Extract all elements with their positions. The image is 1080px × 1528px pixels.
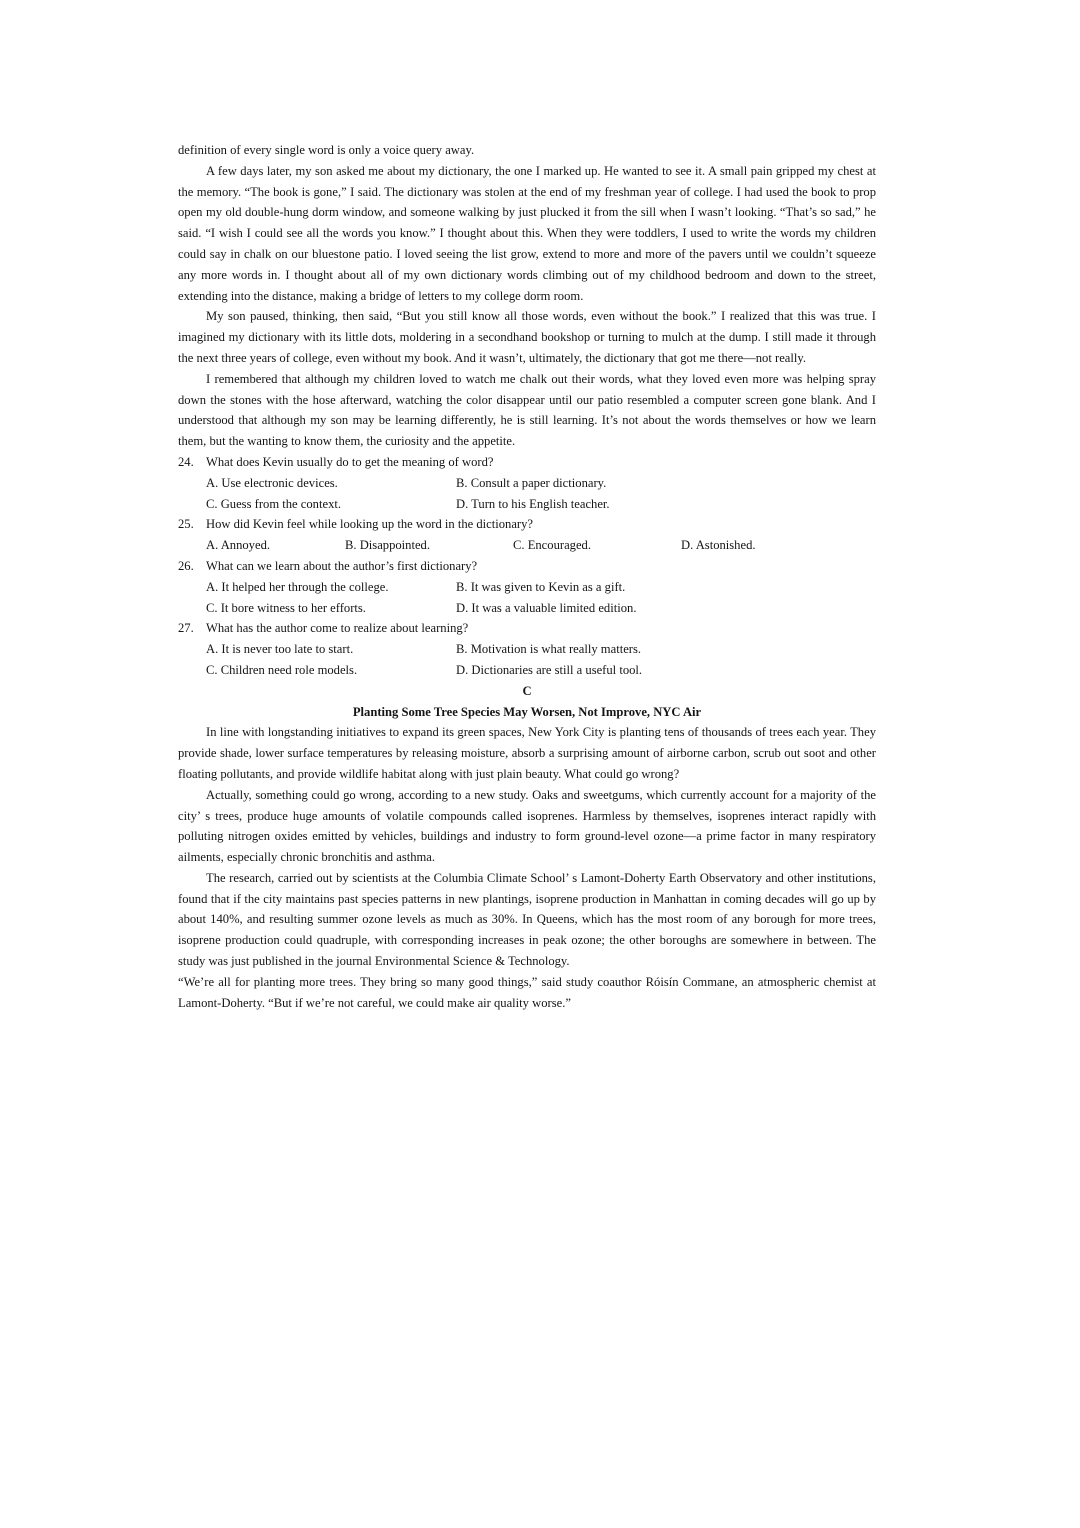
question-25 xyxy=(178,514,876,535)
option-d: D. It was a valuable limited edition. xyxy=(456,600,637,615)
paragraph: I remembered that although my children loved to watch me chalk out their words, what they loved even more was helping spray down the stones with the hose afterward, watching the color disappear until our patio resembled a computer screen gone blank. And I understood that although my son may be learning differently, he is still learning. It’s not about the words themselves or how we learn them, but the wanting to know them, the curiosity and the appetite. xyxy=(178,371,876,449)
question-text: How did Kevin feel while looking up the word in the dictionary? xyxy=(206,517,534,532)
question-number: 27. xyxy=(178,621,194,636)
paragraph: In line with longstanding initiatives to expand its green spaces, New York City is planting tens of thousands of trees each year. They provide shade, lower surface temperatures by releasing moisture, absorb a surprising amount of airborne carbon, scrub out soot and other floating pollutants, and provide wildlife habitat along with just plain beauty. What could go wrong? xyxy=(178,725,876,781)
paragraph: My son paused, thinking, then said, “But you still know all those words, even without the book.” I realized that this was true. I imagined my dictionary with its little dots, moldering in a secondhand bookshop or turning to mulch at the dump. I still made it through the next three years of college, even without my book. And it wasn’t, ultimately, the dictionary that got me there—not really. xyxy=(178,309,876,365)
article-title: Planting Some Tree Species May Worsen, Not Improve, NYC Air xyxy=(352,704,702,719)
question-number: 26. xyxy=(178,558,194,573)
question-text: What has the author come to realize about learning? xyxy=(206,621,469,636)
option-c: C. Guess from the context. xyxy=(206,496,342,511)
question-number: 24. xyxy=(178,454,194,469)
option-a: A. It is never too late to start. xyxy=(206,642,354,657)
option-c: C. Encouraged. xyxy=(513,538,591,553)
option-d: D. Turn to his English teacher. xyxy=(456,496,610,511)
paragraph: Actually, something could go wrong, according to a new study. Oaks and sweetgums, which currently account for a majority of the city’ s trees, produce huge amounts of volatile compounds called isoprenes. Harmless by themselves, isoprenes interact rapidly with polluting nitrogen oxides emitted by vehicles, buildings and industry to form ground-level ozone—a prime factor in many respiratory ailments, especially chronic bronchitis and asthma. xyxy=(178,787,876,865)
options-row xyxy=(178,660,876,681)
options-row xyxy=(178,535,876,556)
option-a: A. Use electronic devices. xyxy=(206,475,338,490)
paragraph: definition of every single word is only a voice query away. xyxy=(178,143,475,157)
options-row xyxy=(178,473,876,494)
option-d: D. Astonished. xyxy=(681,538,756,553)
option-a: A. Annoyed. xyxy=(206,538,271,553)
section-letter: C xyxy=(522,683,532,698)
option-c: C. It bore witness to her efforts. xyxy=(206,600,366,615)
paragraph: “We’re all for planting more trees. They bring so many good things,” said study coauthor Róisín Commane, an atmospheric chemist at Lamont-Doherty. “But if we’re not careful, we could make air quality worse.” xyxy=(178,974,876,1010)
option-c: C. Children need role models. xyxy=(206,662,358,677)
question-24 xyxy=(178,452,876,473)
questions xyxy=(178,452,876,681)
option-a: A. It helped her through the college. xyxy=(206,579,389,594)
exam-page xyxy=(178,140,876,1013)
passage-b xyxy=(178,140,876,452)
question-text: What does Kevin usually do to get the meaning of word? xyxy=(206,454,494,469)
question-text: What can we learn about the author’s first dictionary? xyxy=(206,558,478,573)
question-number: 25. xyxy=(178,517,194,532)
options-row xyxy=(178,494,876,515)
paragraph: A few days later, my son asked me about my dictionary, the one I marked up. He wanted to see it. A small pain gripped my chest at the memory. “The book is gone,” I said. The dictionary was stolen at the end of my freshman year of college. I had used the book to prop open my old double-hung dorm window, and someone walking by just plucked it from the sill when I wasn’t looking. “That’s so sad,” he said. “I wish I could see all the words you know.” I thought about this. When they were toddlers, I used to write the words my children could say in chalk on our bluestone patio. I loved seeing the list grow, extend to more and more of the pavers until we couldn’t squeeze any more words in. I thought about all of my own dictionary words climbing out of my childhood bedroom and down to the street, extending into the distance, making a bridge of letters to my college dorm room. xyxy=(178,163,876,303)
paragraph: The research, carried out by scientists at the Columbia Climate School’ s Lamont-Doherty Earth Observatory and other institutions, found that if the city maintains past species patterns in new plantings, isoprene production in Manhattan in coming decades will go up by about 140%, and resulting summer ozone levels as much as 30%. In Queens, which has the most room of any borough for more trees, isoprene production could quadruple, with corresponding increases in peak ozone; the other boroughs are somewhere in between. The study was just published in the journal Environmental Science & Technology. xyxy=(178,870,876,969)
option-b: B. Consult a paper dictionary. xyxy=(456,475,607,490)
options-row xyxy=(178,639,876,660)
options-row xyxy=(178,577,876,598)
passage-c xyxy=(178,681,876,1014)
question-26 xyxy=(178,556,876,577)
options-row xyxy=(178,598,876,619)
option-b: B. Motivation is what really matters. xyxy=(456,642,642,657)
option-b: B. It was given to Kevin as a gift. xyxy=(456,579,626,594)
option-d: D. Dictionaries are still a useful tool. xyxy=(456,662,643,677)
option-b: B. Disappointed. xyxy=(345,538,431,553)
question-27 xyxy=(178,618,876,639)
